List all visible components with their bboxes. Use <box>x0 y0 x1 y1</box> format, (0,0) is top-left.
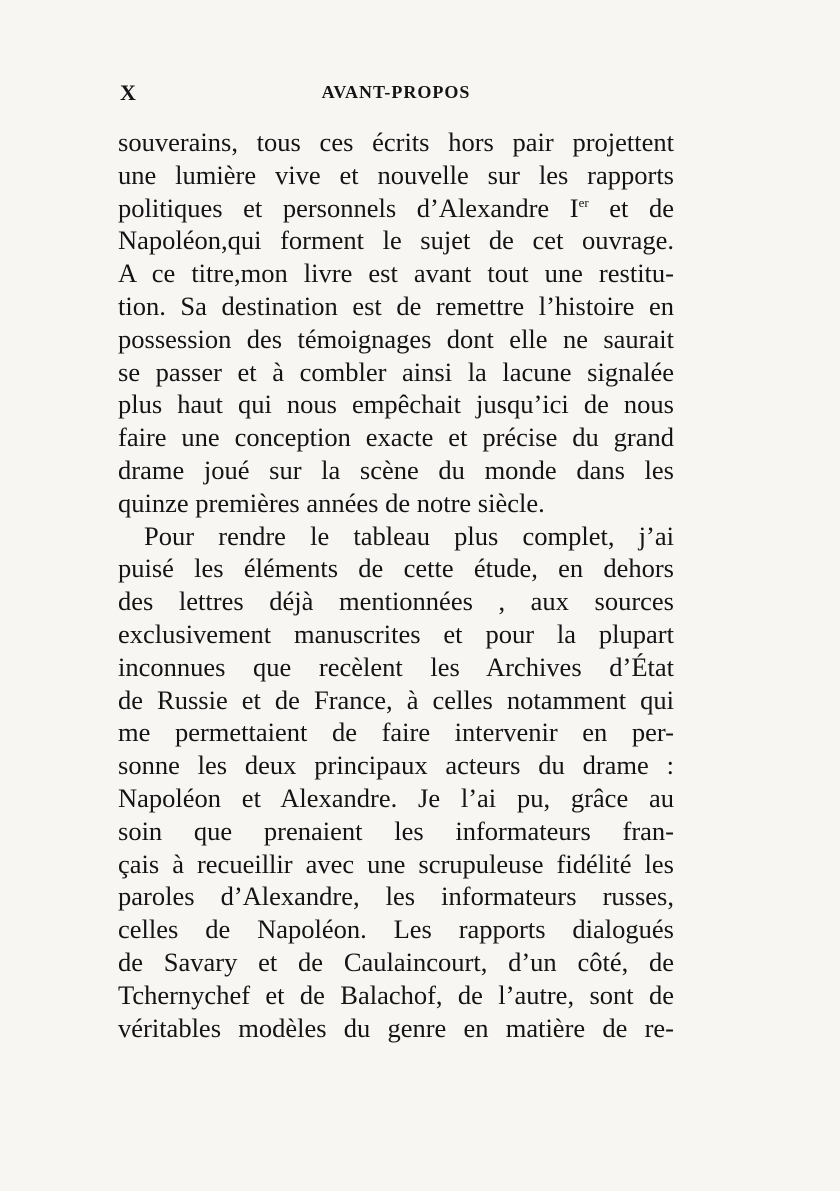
text-line: se passer et à combler ainsi la lacune signalée <box>118 356 674 387</box>
text-line: tion. Sa destination est de remettre l’histoire en <box>118 290 674 321</box>
text-line: une lumière vive et nouvelle sur les rapports <box>118 159 674 190</box>
text-line: de Russie et de France, à celles notamment qui <box>118 684 674 715</box>
text-line: exclusivement manuscrites et pour la plupart <box>118 618 674 649</box>
text-line: souverains, tous ces écrits hors pair projettent <box>118 127 674 157</box>
page-number: X <box>120 80 137 105</box>
text-line: quinze premières années de notre siècle. <box>118 487 545 518</box>
text-line: soin que prenaient les informateurs fran- <box>118 815 674 846</box>
text-line: celles de Napoléon. Les rapports dialogués <box>118 914 674 945</box>
text-line: çais à recueillir avec une scrupuleuse fidélité les <box>118 848 674 879</box>
text-line: faire une conception exacte et précise du grand <box>118 422 674 453</box>
text-line: sonne les deux principaux acteurs du drame : <box>118 750 674 781</box>
text-line-tail: et de <box>588 192 674 223</box>
text-line: véritables modèles du genre en matière de re- <box>118 1012 674 1043</box>
text-line: me permettaient de faire intervenir en per- <box>118 717 674 748</box>
text-line: plus haut qui nous empêchait jusqu’ici de nous <box>118 389 674 420</box>
body-text <box>118 126 674 1044</box>
text-line: Pour rendre le tableau plus complet, j’ai <box>144 520 674 551</box>
page-header <box>120 80 672 110</box>
text-line: puisé les éléments de cette étude, en dehors <box>118 553 674 584</box>
text-line: Napoléon,qui forment le sujet de cet ouvrage. <box>118 225 674 256</box>
text-line: inconnues que recèlent les Archives d’État <box>118 651 674 682</box>
text-line-main: politiques et personnels d’Alexandre I <box>118 192 579 223</box>
text-line: de Savary et de Caulaincourt, d’un côté, de <box>118 946 674 977</box>
superscript: er <box>578 194 589 210</box>
text-line: des lettres déjà mentionnées , aux sources <box>118 586 674 617</box>
text-line: possession des témoignages dont elle ne saurait <box>118 323 674 354</box>
text-line: drame joué sur la scène du monde dans les <box>118 454 674 485</box>
text-line: Tchernychef et de Balachof, de l’autre, sont de <box>118 979 674 1010</box>
text-line: A ce titre,mon livre est avant tout une restitu- <box>118 258 674 289</box>
text-line: Napoléon et Alexandre. Je l’ai pu, grâce au <box>118 782 674 813</box>
text-line <box>118 192 674 225</box>
running-title: AVANT-PROPOS <box>321 82 471 102</box>
text-line: paroles d’Alexandre, les informateurs russes, <box>118 881 674 912</box>
